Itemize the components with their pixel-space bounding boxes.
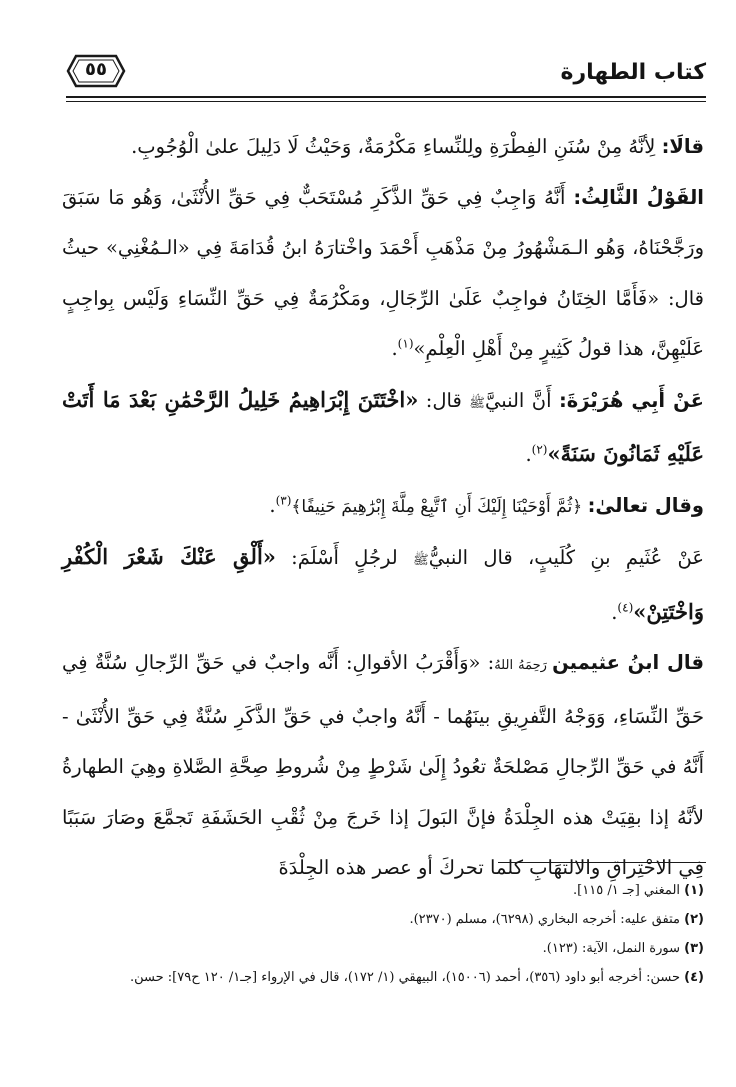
footnotes	[62, 876, 704, 992]
paragraph-lead: القَوْلُ الثَّالِثُ:	[573, 185, 704, 209]
paragraph-lead: قالَا:	[661, 135, 704, 158]
paragraph-lead: عَنْ أَبِي هُرَيْرَةَ:	[558, 388, 704, 412]
footnote-ref[interactable]: (٢)	[531, 442, 548, 457]
paragraph-4: وقال تعالىٰ: ﴿ثُمَّ أَوْحَيْنَا إِلَيْكَ أَنِ ٱتَّبِعْ مِلَّةَ إِبْرَٰهِيمَ حَنِيفًا﴾$^{(٣)}$.	[269, 493, 704, 517]
paragraph-text: أَنَّهُ وَاجِبٌ فِي حَقِّ الذَّكَرِ مُسْتَحَبٌّ فِي حَقِّ الأُنْثَىٰ، وَهُو مَا سَبَقَ ورَجَّحْنَاهُ، وَهُو الـمَشْهُورُ مِنْ مَذْهَبِ أَحْمَدَ واخْتارَهُ ابنُ قُدَامَةَ فِي «الـمُغْنِي» حيثُ قال: «فَأَمَّا الخِتَانُ فواجِبٌ عَلَىٰ الرِّجَالِ، ومَكْرُمَةٌ فِي حَقِّ النِّسَاءِ وَلَيْس بِواجِبٍ عَلَيْهِنَّ، هذا قولُ كَثِيرٍ مِنْ أَهْلِ الْعِلْمِ»	[62, 185, 704, 360]
footnote-1	[62, 876, 704, 905]
paragraph-lead: قال ابنُ عثيمين	[552, 651, 704, 674]
paragraph-6	[62, 638, 704, 894]
chapter-title: كتاب الطهارة	[560, 60, 706, 85]
quran-verse: ﴿ثُمَّ أَوْحَيْنَا إِلَيْكَ أَنِ ٱتَّبِعْ مِلَّةَ إِبْرَٰهِيمَ حَنِيفًا﴾	[291, 496, 588, 517]
footnote-text: المغني [جـ ١/ ١١٥].	[573, 883, 685, 898]
paragraph-text: لرجُلٍ أَسْلَمَ:	[275, 546, 413, 569]
footnote-text: متفق عليه: أخرجه البخاري (٦٢٩٨)، مسلم (٢٣٧٠).	[409, 912, 685, 927]
paragraph-text: عَنْ عُثَيمِ بنِ كُلَيبٍ، قال النبيُّ	[428, 546, 704, 569]
paragraph-2: القَوْلُ الثَّالِثُ: أَنَّهُ وَاجِبٌ فِي حَقِّ الذَّكَرِ مُسْتَحَبٌّ فِي حَقِّ الأُنْثَىٰ، وَهُو مَا سَبَقَ ورَجَّحْنَاهُ، وَهُو الـمَشْهُورُ مِنْ مَذْهَبِ أَحْمَدَ واخْتارَهُ ابنُ قُدَامَةَ فِي «الـمُغْنِي» حيثُ قال: «فَأَمَّا الخِتَانُ فواجِبٌ عَلَىٰ الرِّجَالِ، ومَكْرُمَةٌ فِي حَقِّ النِّسَاءِ وَلَيْس بِواجِبٍ عَلَيْهِنَّ، هذا قولُ كَثِيرٍ مِنْ أَهْلِ الْعِلْمِ»$^{(١)}$.	[62, 185, 704, 360]
paragraph-5: عَنْ عُثَيمِ بنِ كُلَيبٍ، قال النبيُّﷺ لرجُلٍ أَسْلَمَ: «أَلْقِ عَنْكَ شَعْرَ الْكُفْرِ وَاخْتَتِنْ»$^{(٤)}$.	[62, 544, 704, 624]
main-text	[62, 122, 704, 894]
paragraph-text: أَنَّ النبيَّ	[484, 388, 559, 412]
paragraph-text: : «وَأَقْرَبُ الأقوالِ: أَنَّه واجبٌ في حَقِّ الرِّجالِ سُنَّةٌ فِي حَقِّ النِّسَاءِ، وَوَجْهُ التَّفرِيقِ بينَهُما - أَنَّهُ واجبٌ في حَقِّ الذَّكَرِ سُنَّةٌ فِي حَقِّ الأُنْثَىٰ - أَنَّهُ في حَقِّ الرِّجالِ مَصْلحَةٌ تعُودُ إِلَىٰ شَرْطٍ مِنْ شُروطِ صِحَّةِ الصَّلاةِ وهِيَ الطهارةُ لأنَّهُ إذا بقِيَتْ هذه الجِلْدَةُ فإنَّ البَولَ إذا خَرجَ مِنْ ثُقْبِ الحَشَفَةِ تَجمَّعَ وصَارَ سَبَبًا فِي الاحْتِراقِ والالتهَابِ كلما تحركَ أو عصر هذه الجِلْدَةَ	[62, 651, 704, 879]
hadith-quote: «اخْتَتَنَ إِبْرَاهِيمُ خَلِيلُ الرَّحْمَٰنِ بَعْدَ مَا أَتَتْ عَلَيْهِ ثَمَانُونَ سَنَةً»	[62, 386, 704, 466]
page-number: ٥٥	[85, 59, 107, 80]
footnote-3	[62, 934, 704, 963]
footnote-label: (٣)	[684, 941, 704, 956]
footnote-ref[interactable]: (١)	[397, 336, 414, 351]
footnote-label: (١)	[684, 883, 704, 898]
paragraph-1	[62, 122, 704, 173]
footnote-ref[interactable]: (٤)	[617, 600, 634, 614]
paragraph-lead: وقال تعالىٰ:	[587, 493, 704, 517]
page-header	[66, 52, 706, 98]
paragraph-text: لِأنَّهُ مِنْ سُنَنِ الفِطْرَةِ ولِلنِّساءِ مَكْرُمَةٌ، وَحَيْثُ لَا دَلِيلَ علىٰ الْوُجُوبِ.	[131, 135, 662, 158]
hadith-quote: «أَلْقِ عَنْكَ شَعْرَ الْكُفْرِ وَاخْتَتِنْ»	[62, 544, 704, 624]
footnote-2	[62, 905, 704, 934]
footnote-divider	[498, 862, 706, 863]
page-number-badge	[66, 54, 126, 88]
footnote-label: (٤)	[684, 970, 704, 985]
footnote-4	[62, 963, 704, 992]
paragraph-text: قال:	[418, 388, 470, 412]
dua-glyph: رَحِمَهُ اللهُ	[494, 658, 553, 673]
paragraph-3: عَنْ أَبِي هُرَيْرَةَ: أَنَّ النبيَّﷺ قال: «اخْتَتَنَ إِبْرَاهِيمُ خَلِيلُ الرَّحْمَٰنِ بَعْدَ مَا أَتَتْ عَلَيْهِ ثَمَانُونَ سَنَةً»$^{(٢)}$.	[62, 386, 704, 466]
header-rule	[66, 96, 706, 98]
footnote-ref[interactable]: (٣)	[275, 493, 292, 507]
footnote-label: (٢)	[684, 912, 704, 927]
salutation-glyph: ﷺ	[412, 553, 429, 568]
salutation-glyph: ﷺ	[469, 395, 485, 411]
header-rule-thin	[66, 101, 706, 102]
footnote-text: حسن: أخرجه أبو داود (٣٥٦)، أحمد (١٥٠٠٦)، البيهقي (١/ ١٧٢)، قال في الإرواء [جـ١/ ١٢٠ ح٧٩]: حسن.	[130, 970, 685, 985]
footnote-text: سورة النمل، الآية: (١٢٣).	[542, 941, 685, 956]
